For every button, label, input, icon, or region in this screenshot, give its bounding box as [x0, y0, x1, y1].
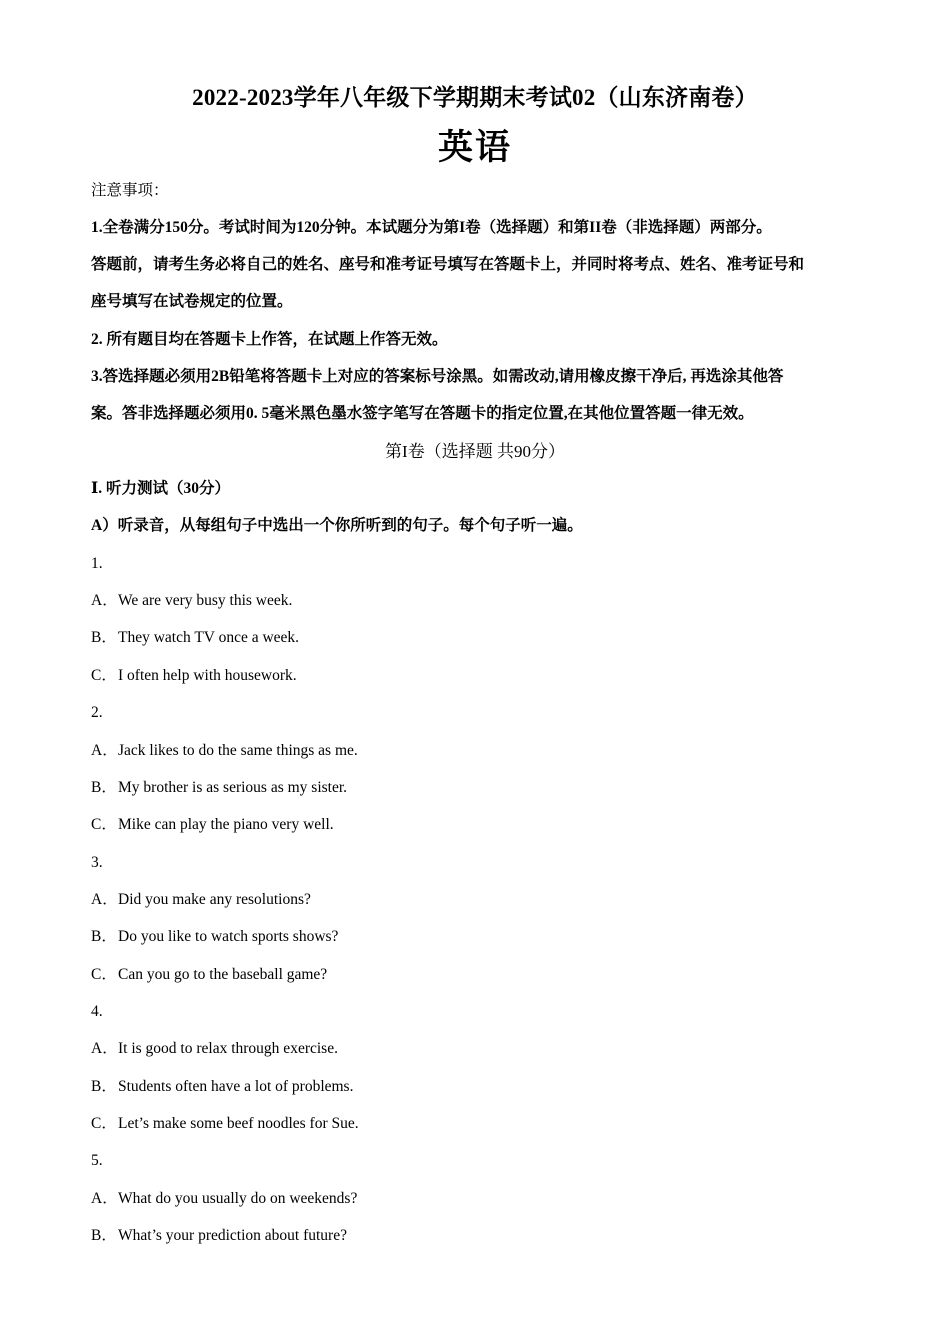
option-text: I often help with housework. [118, 667, 297, 684]
option-row [91, 964, 327, 986]
question-number: 3. [91, 854, 103, 871]
question-number: 4. [91, 1003, 103, 1020]
option-letter: C． [91, 816, 117, 833]
option-text: Did you make any resolutions? [118, 891, 311, 908]
option-letter: A． [91, 891, 118, 908]
notice-line-6: 案。答非选择题必须用0. 5毫米黑色墨水签字笔写在答题卡的指定位置,在其他位置答题一律无效。 [91, 405, 754, 422]
option-letter: A． [91, 742, 118, 759]
option-row [91, 926, 338, 948]
option-letter: B． [91, 1227, 117, 1244]
volume-header: 第I卷（选择题 共90分） [385, 442, 565, 461]
exam-title: 2022-2023学年八年级下学期期末考试02（山东济南卷） [192, 85, 758, 110]
option-letter: C． [91, 667, 117, 684]
notice-line-1: 1.全卷满分150分。考试时间为120分钟。本试题分为第I卷（选择题）和第II卷（非选择题）两部分。 [91, 219, 772, 236]
option-row [91, 1188, 357, 1210]
option-text: What’s your prediction about future? [118, 1227, 347, 1244]
notice-line-3: 座号填写在试卷规定的位置。 [91, 293, 293, 310]
option-letter: C． [91, 966, 117, 983]
notice-heading: 注意事项： [91, 182, 169, 199]
option-row [91, 665, 297, 687]
option-letter: B． [91, 779, 117, 796]
subject-title: 英语 [437, 128, 512, 168]
option-text: Can you go to the baseball game? [118, 966, 328, 983]
option-letter: B． [91, 1078, 117, 1095]
option-letter: A． [91, 1040, 118, 1057]
option-text: We are very busy this week. [118, 592, 293, 609]
notice-line-2: 答题前，请考生务必将自己的姓名、座号和准考证号填写在答题卡上，并同时将考点、姓名、准考证号和 [91, 256, 805, 273]
option-row [91, 1113, 359, 1135]
option-text: Do you like to watch sports shows? [118, 928, 339, 945]
option-text: Students often have a lot of problems. [118, 1078, 354, 1095]
option-text: Let’s make some beef noodles for Sue. [118, 1115, 359, 1132]
option-text: It is good to relax through exercise. [118, 1040, 338, 1057]
section-a-instruction: A）听录音，从每组句子中选出一个你所听到的句子。每个句子听一遍。 [91, 517, 583, 534]
option-row [91, 1076, 353, 1098]
option-text: Jack likes to do the same things as me. [118, 742, 358, 759]
option-row [91, 814, 334, 836]
option-letter: A． [91, 1190, 118, 1207]
option-letter: C． [91, 1115, 117, 1132]
option-row [91, 627, 299, 649]
option-letter: B． [91, 928, 117, 945]
option-text: Mike can play the piano very well. [118, 816, 334, 833]
question-number: 1. [91, 555, 103, 572]
option-letter: B． [91, 629, 117, 646]
option-text: What do you usually do on weekends? [118, 1190, 358, 1207]
question-number: 2. [91, 704, 103, 721]
part1-heading: Ⅰ. 听力测试（30分） [91, 480, 231, 497]
option-row [91, 1225, 347, 1247]
option-row [91, 590, 292, 612]
option-text: They watch TV once a week. [118, 629, 300, 646]
option-row [91, 740, 358, 762]
option-text: My brother is as serious as my sister. [118, 779, 348, 796]
notice-line-5: 3.答选择题必须用2B铅笔将答题卡上对应的答案标号涂黑。如需改动,请用橡皮擦干净后, 再选涂其他答 [91, 368, 784, 385]
option-row [91, 777, 347, 799]
question-number: 5. [91, 1152, 103, 1169]
option-letter: A． [91, 592, 118, 609]
option-row [91, 1038, 338, 1060]
notice-line-4: 2. 所有题目均在答题卡上作答，在试题上作答无效。 [91, 331, 448, 348]
option-row [91, 889, 311, 911]
